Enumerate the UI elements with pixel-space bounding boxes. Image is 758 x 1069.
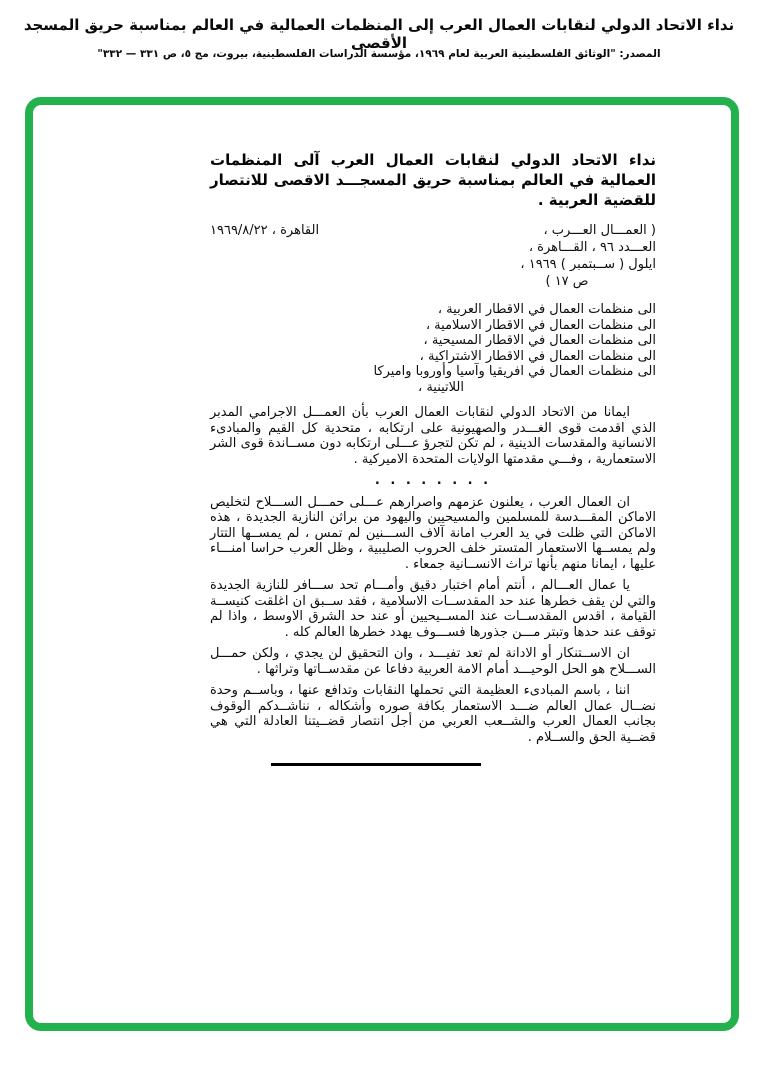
page-headline: نداء الاتحاد الدولي لنقابات العمال العرب إلى المنظمات العمالية في العالم بمناسبة حريق المسجد الأقصى	[23, 16, 735, 52]
source-citation-line: المصدر: "الوثائق الفلسطينية العربية لعام ١٩٦٩، مؤسسة الدراسات الفلسطينية، بيروت، مج ٥، ص ٣٣١ — ٣٣٢"	[97, 48, 661, 60]
document-body	[210, 150, 656, 766]
end-rule-divider	[271, 763, 481, 766]
addressee-item: الى منظمات العمال في الاقطار الاشتراكية ،	[419, 348, 656, 364]
paragraph: ايمانا من الاتحاد الدولي لنقابات العمال العرب بأن العمـــل الاجرامي المدبر الذي اقدمت قوى الغـــدر والصهيونية على ارتكابه ، متحدية كل القيم والمبادىء الانسانية والمقدسات الدينية ، لم تكن لتجرؤ عـــلى ارتكابه دون مســاندة قوى الشر الاستعمارية ، وفـــي مقدمتها الولايات المتحدة الاميركية .	[210, 405, 656, 467]
addressee-item-continuation: اللاتينية ،	[417, 379, 464, 395]
citation-source-line: العـــدد ٩٦ ، القـــاهرة ،	[528, 240, 656, 255]
document-title: نداء الاتحاد الدولي لنقابات العمال العرب آلى المنظمات العمالية في العالم بمناسبة حريق المسجـــد الاقصى للانتصار للقضية العربية .	[210, 151, 656, 209]
paragraph: ان الاســتنكار أو الادانة لم تعد تفيـــد ، وان التحقيق لن يجدي ، ولكن حمـــل الســـلاح هو الحل الوحيـــد أمام الامة العربية دفاعا عن مقدســاتها وتراثها .	[210, 646, 656, 677]
citation-place-date: القاهرة ، ١٩٦٩/٨/٢٢	[210, 223, 320, 238]
addressee-item: الى منظمات العمال في الاقطار المسيحية ،	[423, 333, 656, 348]
dots-separator: . . . . . . . .	[374, 473, 492, 488]
paragraph: اننا ، باسم المبادىء العظيمة التي تحملها النقابات وتدافع عنها ، وباســم وحدة نضــال عمال العالم ضـــد الاستعمار بكافة صوره وأشكاله ، نناشــدكم الوقوف بجانب العمال العرب والشــعب العربي من أجل انتصار قضــيتنا العادلة التي هي قضــية الحق والســلام .	[210, 683, 656, 745]
citation-source-line: ( العمـــال العـــرب ،	[543, 223, 656, 238]
citation-block	[210, 222, 656, 290]
addressee-item: الى منظمات العمال في الاقطار العربية ،	[437, 302, 656, 317]
citation-source-column	[478, 222, 656, 290]
addressees-list	[210, 302, 656, 395]
addressee-item: الى منظمات العمال في الاقطار الاسلامية ،	[425, 317, 656, 333]
citation-source-line: ص ١٧ )	[545, 274, 589, 289]
citation-source-line: ايلول ( ســبتمبر ) ١٩٦٩ ،	[520, 257, 656, 272]
paragraph: يا عمال العـــالم ، أنتم أمام اختبار دقيق وأمـــام تحد ســـافر للنازية الجديدة والتي لن يقف خطرها عند حد المقدســات الاسلامية ، فقد ســبق ان اغلقت كنيســة القيامة ، اقدس المقدســات عند المســيحيين أو عند حد الشرق الاوسط ، واذا لم توقف عند حدها وتبتر مـــن جذورها فســـوف يهدد خطرها العالم كله .	[210, 578, 656, 640]
addressee-item: الى منظمات العمال في افريقيا وآسيا وأوروبا واميركا	[373, 364, 656, 379]
paragraph: ان العمال العرب ، يعلنون عزمهم واصرارهم عـــلى حمـــل الســـلاح لتخليص الاماكن المقـــدسة للمسلمين والمسيحيين واليهود من براثن النازية الجديدة ، هذه الاماكن التي ظلت في يد العرب امانة آلاف الســـنين لم تمس ، لم يمســها التتار ولم يمســها الاستعمار المتستر خلف الحروب الصليبية ، وظل العرب حراسا امنـــاء عليها ، ايمانا منهم بأنها تراث الانســانية جمعاء .	[210, 494, 656, 572]
